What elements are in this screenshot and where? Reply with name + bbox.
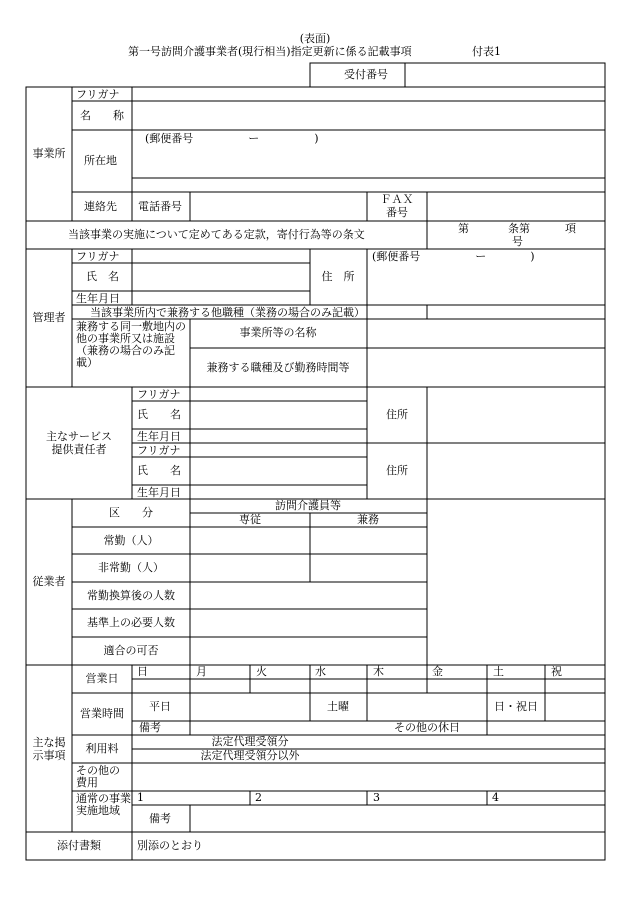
manager-furigana-label: フリガナ — [76, 250, 120, 263]
form-title: 第一号訪問介護事業者(現行相当)指定更新に係る記載事項 — [128, 45, 412, 58]
office-name-field[interactable] — [133, 102, 604, 129]
manager-section-label: 管理者 — [32, 311, 66, 324]
office-tel-field[interactable] — [191, 193, 366, 220]
attachments-value: 別添のとおり — [137, 839, 203, 852]
concurrent-hours-label: 兼務する職種及び勤務時間等 — [206, 361, 350, 374]
staff-group-label: 訪問介護員等 — [275, 499, 341, 512]
staff-row-required: 基準上の必要人数 — [87, 616, 175, 629]
office-name-label: 名 称 — [80, 109, 124, 122]
receipt-number-field[interactable] — [406, 64, 604, 86]
notice-section-label-2: 示事項 — [32, 749, 66, 762]
staff-row-parttime: 非常勤（人） — [98, 561, 164, 574]
other-cost-label: その他の費用 — [76, 764, 120, 789]
articles-go: 号 — [512, 235, 523, 248]
articles-jo: 条第 — [508, 222, 530, 235]
area-remarks-label: 備考 — [149, 812, 171, 825]
manager-postal-code[interactable]: (郵便番号 ー ) — [372, 250, 535, 263]
articles-dai: 第 — [458, 222, 469, 235]
area-num-3: 3 — [373, 791, 380, 804]
staff-kubun-label: 区 分 — [109, 506, 153, 519]
office-section-label: 事業所 — [32, 147, 66, 160]
articles-label: 当該事業の実施について定めてある定款，寄付行為等の条文 — [68, 228, 365, 241]
provider-section-label: 主なサービス — [46, 430, 112, 443]
other-holidays-label: その他の休日 — [394, 721, 460, 734]
proxy-fee-label: 法定代理受領分 — [211, 735, 289, 748]
staff-section-label: 従業者 — [32, 575, 66, 588]
manager-birth-label: 生年月日 — [76, 292, 120, 305]
manager-address-label: 住 所 — [321, 270, 355, 283]
staff-fulltime-label: 専従 — [239, 513, 261, 526]
attachments-label: 添付書類 — [57, 839, 101, 852]
service-area-label: 通常の事業実施地域 — [76, 792, 131, 817]
nonproxy-fee-label: 法定代理受領分以外 — [200, 749, 300, 762]
staff-row-compliance: 適合の可否 — [103, 644, 159, 657]
staff-row-fulltime: 常勤（人） — [103, 534, 159, 547]
area-num-1: 1 — [137, 791, 144, 804]
office-contact-label: 連絡先 — [84, 200, 117, 213]
day-wed: 水 — [315, 665, 326, 678]
receipt-number-label: 受付番号 — [344, 68, 388, 81]
provider2-furigana-label: フリガナ — [137, 444, 181, 457]
provider1-birth-label: 生年月日 — [137, 430, 181, 443]
manager-concurrent-label: 兼務する同一敷地内の他の事業所又は施設（兼務の場合のみ記載） — [76, 320, 186, 369]
office-tel-label: 電話番号 — [138, 200, 182, 213]
business-days-label: 営業日 — [85, 672, 119, 685]
office-fax-label-2: 番号 — [386, 206, 408, 219]
office-furigana-field[interactable] — [133, 88, 604, 100]
staff-parttime-label: 兼務 — [357, 513, 379, 526]
office-furigana-label: フリガナ — [76, 88, 120, 101]
office-fax-field[interactable] — [428, 193, 604, 220]
day-tue: 火 — [256, 665, 267, 678]
area-num-2: 2 — [255, 791, 262, 804]
weekday-label: 平日 — [149, 700, 171, 713]
annex-label: 付表1 — [472, 45, 501, 58]
manager-name-field[interactable] — [133, 264, 309, 290]
form-side-label: (表面) — [299, 32, 331, 45]
day-thu: 木 — [373, 665, 384, 678]
office-fax-label: ＦＡＸ — [380, 193, 414, 206]
provider-section-label-2: 提供責任者 — [51, 443, 107, 456]
business-hours-label: 営業時間 — [80, 707, 124, 720]
area-num-4: 4 — [492, 791, 499, 804]
office-postal-code[interactable]: (郵便番号 ー ) — [145, 132, 319, 145]
day-fri: 金 — [432, 665, 443, 678]
provider2-name-label: 氏 名 — [137, 464, 181, 477]
facility-name-label: 事業所等の名称 — [239, 326, 317, 339]
manager-other-job-label: 当該事業所内で兼務する他職種（業務の場合のみ記載） — [90, 306, 365, 319]
provider1-furigana-label: フリガナ — [137, 388, 181, 401]
provider2-birth-label: 生年月日 — [137, 486, 181, 499]
provider1-name-label: 氏 名 — [137, 408, 181, 421]
hours-remarks-label: 備考 — [139, 721, 161, 734]
articles-ko: 項 — [565, 222, 576, 235]
manager-furigana-field[interactable] — [133, 250, 309, 262]
day-sun: 日 — [137, 665, 148, 678]
manager-birth-field[interactable] — [133, 292, 309, 304]
holiday-label: 日・祝日 — [494, 700, 538, 713]
day-mon: 月 — [196, 665, 207, 678]
day-holiday: 祝 — [551, 665, 562, 678]
provider2-address-label: 住所 — [386, 464, 408, 477]
office-address-label: 所在地 — [84, 154, 117, 167]
staff-row-fte: 常勤換算後の人数 — [87, 589, 175, 602]
notice-section-label: 主な掲 — [32, 736, 66, 749]
saturday-label: 土曜 — [327, 700, 349, 713]
manager-name-label: 氏 名 — [86, 270, 119, 283]
fee-label: 利用料 — [85, 742, 119, 755]
day-sat: 土 — [493, 665, 504, 678]
provider1-address-label: 住所 — [386, 408, 408, 421]
